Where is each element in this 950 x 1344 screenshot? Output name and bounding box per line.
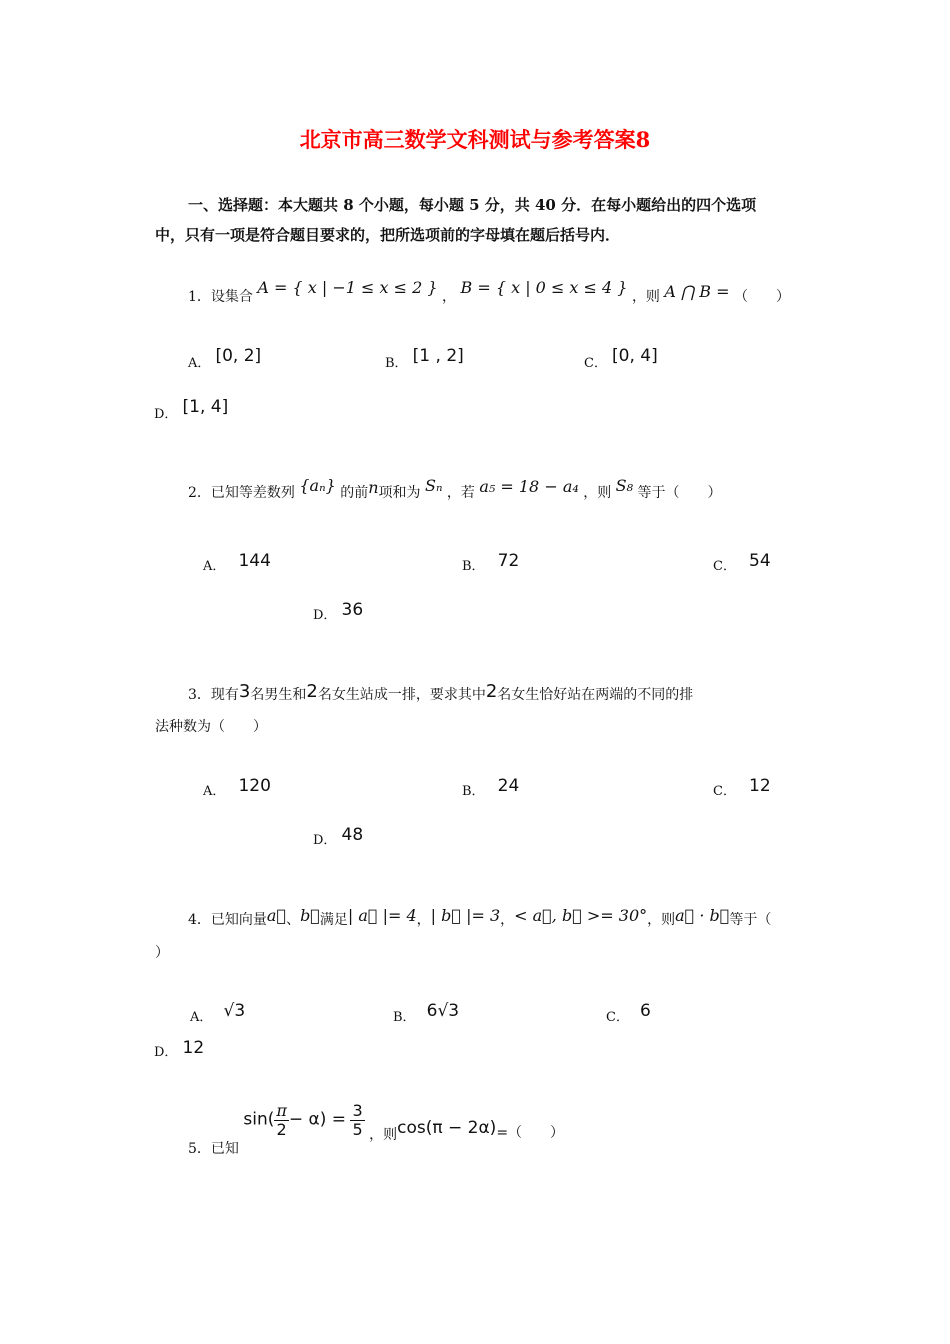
q1-option-b-value: [1 , 2] bbox=[412, 346, 464, 366]
q1-option-c-label: C． bbox=[584, 356, 607, 371]
q2-option-d[interactable] bbox=[313, 600, 364, 624]
q2-sn: Sₙ bbox=[424, 476, 443, 495]
q2-t1: 的前 bbox=[340, 485, 369, 501]
q2-option-c-label: C． bbox=[713, 559, 736, 574]
q5-sin-pre: sin( bbox=[243, 1109, 275, 1130]
q5-three: 3 bbox=[352, 1101, 363, 1120]
q3-option-a[interactable] bbox=[203, 776, 271, 800]
section-line-2: 中，只有一项是符合题目要求的，把所选项前的字母填在题后括号内． bbox=[155, 226, 621, 244]
q1-option-b[interactable] bbox=[385, 346, 464, 372]
page-title: 北京市高三数学文科测试与参考答案8 bbox=[299, 127, 651, 152]
q2-t3: ，若 bbox=[446, 485, 475, 501]
q4-option-a[interactable] bbox=[190, 1001, 246, 1026]
q4-t2: 满足 bbox=[319, 912, 348, 928]
q5-two: 2 bbox=[276, 1120, 287, 1139]
question-4 bbox=[188, 906, 772, 929]
q4-option-c[interactable] bbox=[606, 1001, 651, 1026]
q2-prefix: 2．已知等差数列 bbox=[188, 485, 295, 501]
q2-seq: {aₙ} bbox=[299, 476, 336, 495]
q1-option-b-label: B． bbox=[385, 356, 408, 371]
q5-five: 5 bbox=[352, 1120, 363, 1139]
q4-t4: 等于（ bbox=[729, 912, 772, 928]
q5-cos: cos(π − 2α) bbox=[397, 1117, 497, 1138]
q3-t2: 名男生和 bbox=[250, 687, 307, 703]
q1-option-d[interactable] bbox=[154, 397, 229, 423]
q2-t2: 项和为 bbox=[378, 485, 421, 501]
q3-option-c[interactable] bbox=[713, 776, 771, 800]
q3-t4: 名女生恰好站在两端的不同的排 bbox=[497, 687, 694, 703]
q4-option-d-label: D． bbox=[154, 1045, 178, 1060]
q5-frac-3-5 bbox=[350, 1102, 364, 1139]
q5-t2: ，则 bbox=[369, 1126, 398, 1143]
q2-option-d-value: 36 bbox=[341, 600, 364, 620]
q2-option-d-label: D． bbox=[313, 608, 337, 623]
q3-t3: 名女生站成一排，要求其中 bbox=[317, 687, 486, 703]
q4-sep1: 、 bbox=[286, 912, 301, 928]
q4-vec-a: a⃗ bbox=[266, 906, 287, 925]
q1-option-c[interactable] bbox=[584, 346, 658, 372]
q4-option-c-label: C． bbox=[606, 1010, 629, 1025]
q4-t1: 4．已知向量 bbox=[188, 912, 267, 928]
q2-t4: ，则 bbox=[583, 485, 612, 501]
q4-vec-b: b⃗ bbox=[300, 906, 320, 925]
q1-expr: A ⋂ B = bbox=[664, 282, 730, 301]
q1-then: ，则 bbox=[631, 289, 660, 305]
q3-option-d-label: D． bbox=[313, 833, 337, 848]
q5-sin-post: − α) = bbox=[288, 1109, 347, 1130]
q5-frac-pi-2 bbox=[274, 1102, 289, 1139]
q1-option-a-value: [0, 2] bbox=[215, 346, 262, 366]
question-1 bbox=[188, 278, 790, 306]
q2-option-c-value: 54 bbox=[749, 551, 771, 571]
q2-option-b-value: 72 bbox=[497, 551, 520, 571]
q1-option-a[interactable] bbox=[188, 346, 262, 372]
question-3 bbox=[188, 683, 693, 704]
q2-option-a-value: 144 bbox=[238, 551, 271, 571]
q2-option-c[interactable] bbox=[713, 551, 771, 575]
q2-option-a[interactable] bbox=[203, 551, 271, 575]
q1-option-d-label: D． bbox=[154, 407, 178, 422]
section-line-1: 一、选择题：本大题共 8 个小题，每小题 5 分，共 40 分．在每小题给出的四个选项 bbox=[188, 196, 757, 214]
q3-n3: 2 bbox=[485, 681, 498, 702]
q4-option-a-label: A． bbox=[190, 1010, 213, 1025]
q2-n: n bbox=[368, 478, 379, 497]
q4-option-c-value: 6 bbox=[640, 1001, 651, 1021]
q3-option-c-label: C． bbox=[713, 784, 736, 799]
q1-option-c-value: [0, 4] bbox=[612, 346, 658, 366]
question-2 bbox=[188, 476, 722, 502]
q4-sep3: ， bbox=[500, 912, 515, 928]
q3-option-d[interactable] bbox=[313, 825, 364, 849]
q3-option-b[interactable] bbox=[462, 776, 520, 800]
q4-option-a-value: √3 bbox=[223, 1001, 246, 1021]
q1-sep: ， bbox=[442, 289, 457, 305]
section-heading bbox=[155, 190, 795, 250]
q4-option-d-value: 12 bbox=[182, 1038, 205, 1058]
q4-dot: a⃗ · b⃗ bbox=[675, 906, 730, 925]
q4-sep2: ， bbox=[416, 912, 431, 928]
q1-set-a: A = { x | −1 ≤ x ≤ 2 } bbox=[257, 278, 438, 297]
q3-n1: 3 bbox=[238, 681, 251, 702]
q4-line-2: ） bbox=[155, 945, 169, 961]
q2-option-a-label: A． bbox=[203, 559, 226, 574]
q3-option-c-value: 12 bbox=[749, 776, 771, 796]
q4-cond-1: | a⃗ |= 4 bbox=[347, 906, 417, 925]
q1-option-d-value: [1, 4] bbox=[182, 397, 229, 417]
q4-option-b[interactable] bbox=[393, 1001, 460, 1026]
q1-set-b: B = { x | 0 ≤ x ≤ 4 } bbox=[460, 278, 628, 297]
q4-option-d[interactable] bbox=[154, 1038, 205, 1061]
q3-option-a-label: A． bbox=[203, 784, 226, 799]
q4-cond-2: | b⃗ |= 3 bbox=[430, 906, 501, 925]
q5-pi: π bbox=[276, 1101, 287, 1120]
q3-n2: 2 bbox=[306, 681, 318, 702]
q3-option-a-value: 120 bbox=[238, 776, 271, 796]
q2-cond: a₅ = 18 − a₄ bbox=[479, 477, 579, 496]
q4-t3: ，则 bbox=[647, 912, 676, 928]
q5-t1: 5．已知 bbox=[188, 1140, 239, 1157]
q4-option-b-value: 6√3 bbox=[426, 1001, 460, 1021]
q1-paren: （ ） bbox=[733, 289, 790, 305]
q3-option-b-label: B． bbox=[462, 784, 485, 799]
q1-option-a-label: A． bbox=[188, 356, 211, 371]
q4-option-b-label: B． bbox=[393, 1010, 416, 1025]
question-5 bbox=[188, 1101, 565, 1157]
q2-option-b-label: B． bbox=[462, 559, 485, 574]
q1-prefix: 1．设集合 bbox=[188, 289, 253, 305]
q3-option-d-value: 48 bbox=[341, 825, 364, 845]
q2-option-b[interactable] bbox=[462, 551, 520, 575]
q3-option-b-value: 24 bbox=[497, 776, 520, 796]
q2-t5: 等于（ ） bbox=[637, 485, 722, 501]
q3-line-2: 法种数为（ ） bbox=[155, 719, 267, 735]
q3-t1: 3．现有 bbox=[188, 687, 239, 703]
q4-cond-3: < a⃗, b⃗ >= 30° bbox=[514, 906, 648, 925]
q5-t3: =（ ） bbox=[496, 1124, 565, 1141]
q2-s8: S₈ bbox=[615, 476, 634, 495]
